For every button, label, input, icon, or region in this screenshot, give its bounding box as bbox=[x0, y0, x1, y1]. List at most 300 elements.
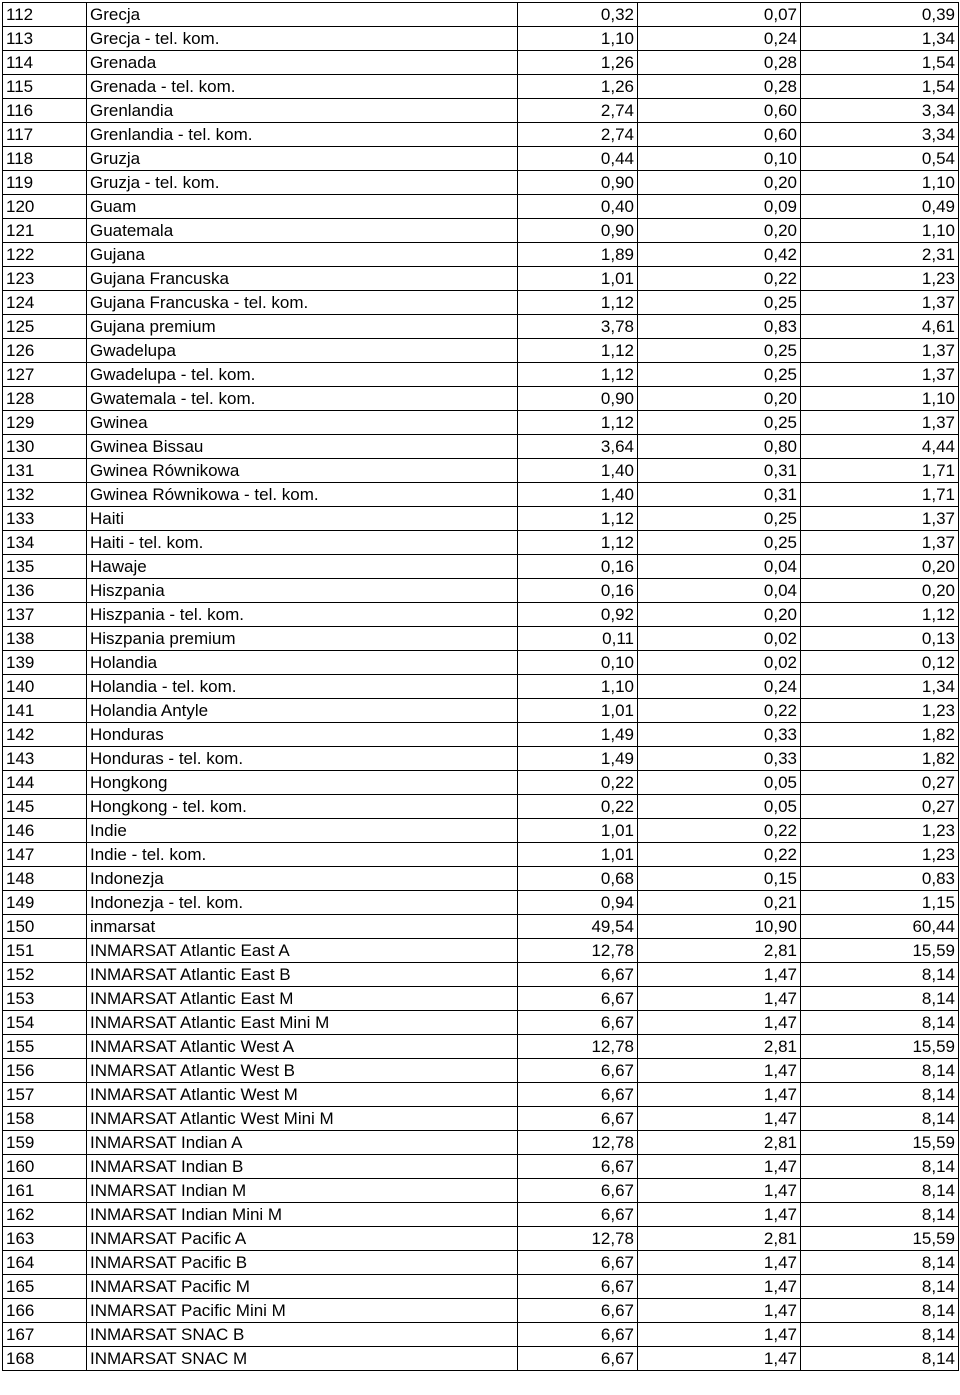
gross-price-cell: 8,14 bbox=[801, 1059, 959, 1083]
vat-amount-cell: 1,47 bbox=[638, 987, 801, 1011]
row-number-cell: 113 bbox=[3, 27, 87, 51]
gross-price-cell: 8,14 bbox=[801, 1323, 959, 1347]
vat-amount-cell: 0,31 bbox=[638, 483, 801, 507]
country-name-cell: Gruzja bbox=[87, 147, 518, 171]
table-row bbox=[3, 579, 959, 603]
country-name-cell: INMARSAT Indian Mini M bbox=[87, 1203, 518, 1227]
net-price-cell: 0,22 bbox=[518, 771, 638, 795]
table-row bbox=[3, 243, 959, 267]
gross-price-cell: 8,14 bbox=[801, 1275, 959, 1299]
country-name-cell: Hongkong bbox=[87, 771, 518, 795]
gross-price-cell: 0,12 bbox=[801, 651, 959, 675]
row-number-cell: 144 bbox=[3, 771, 87, 795]
country-name-cell: Guam bbox=[87, 195, 518, 219]
vat-amount-cell: 10,90 bbox=[638, 915, 801, 939]
country-name-cell: inmarsat bbox=[87, 915, 518, 939]
net-price-cell: 3,64 bbox=[518, 435, 638, 459]
country-name-cell: Indonezja - tel. kom. bbox=[87, 891, 518, 915]
table-row bbox=[3, 1011, 959, 1035]
gross-price-cell: 8,14 bbox=[801, 1179, 959, 1203]
gross-price-cell: 15,59 bbox=[801, 1227, 959, 1251]
table-row bbox=[3, 99, 959, 123]
country-name-cell: INMARSAT Atlantic West Mini M bbox=[87, 1107, 518, 1131]
net-price-cell: 2,74 bbox=[518, 123, 638, 147]
row-number-cell: 133 bbox=[3, 507, 87, 531]
country-name-cell: Gujana Francuska bbox=[87, 267, 518, 291]
net-price-cell: 1,40 bbox=[518, 459, 638, 483]
net-price-cell: 6,67 bbox=[518, 1323, 638, 1347]
gross-price-cell: 60,44 bbox=[801, 915, 959, 939]
country-name-cell: INMARSAT Atlantic East B bbox=[87, 963, 518, 987]
country-name-cell: Gwadelupa bbox=[87, 339, 518, 363]
table-row bbox=[3, 867, 959, 891]
row-number-cell: 167 bbox=[3, 1323, 87, 1347]
gross-price-cell: 4,61 bbox=[801, 315, 959, 339]
vat-amount-cell: 0,20 bbox=[638, 171, 801, 195]
vat-amount-cell: 0,04 bbox=[638, 555, 801, 579]
row-number-cell: 156 bbox=[3, 1059, 87, 1083]
row-number-cell: 121 bbox=[3, 219, 87, 243]
country-name-cell: INMARSAT Atlantic West M bbox=[87, 1083, 518, 1107]
table-row bbox=[3, 75, 959, 99]
gross-price-cell: 1,23 bbox=[801, 267, 959, 291]
row-number-cell: 112 bbox=[3, 3, 87, 27]
country-name-cell: Gujana bbox=[87, 243, 518, 267]
gross-price-cell: 8,14 bbox=[801, 1251, 959, 1275]
row-number-cell: 131 bbox=[3, 459, 87, 483]
table-row bbox=[3, 771, 959, 795]
row-number-cell: 115 bbox=[3, 75, 87, 99]
row-number-cell: 120 bbox=[3, 195, 87, 219]
table-row bbox=[3, 315, 959, 339]
table-row bbox=[3, 723, 959, 747]
country-name-cell: Gwinea Bissau bbox=[87, 435, 518, 459]
country-name-cell: Gwadelupa - tel. kom. bbox=[87, 363, 518, 387]
row-number-cell: 162 bbox=[3, 1203, 87, 1227]
row-number-cell: 157 bbox=[3, 1083, 87, 1107]
gross-price-cell: 1,15 bbox=[801, 891, 959, 915]
net-price-cell: 1,12 bbox=[518, 363, 638, 387]
country-name-cell: INMARSAT Atlantic East A bbox=[87, 939, 518, 963]
table-row bbox=[3, 891, 959, 915]
gross-price-cell: 1,23 bbox=[801, 699, 959, 723]
country-name-cell: Grenlandia bbox=[87, 99, 518, 123]
vat-amount-cell: 0,60 bbox=[638, 123, 801, 147]
country-name-cell: Grecja - tel. kom. bbox=[87, 27, 518, 51]
table-row bbox=[3, 819, 959, 843]
vat-amount-cell: 2,81 bbox=[638, 1035, 801, 1059]
gross-price-cell: 1,12 bbox=[801, 603, 959, 627]
net-price-cell: 1,40 bbox=[518, 483, 638, 507]
row-number-cell: 147 bbox=[3, 843, 87, 867]
gross-price-cell: 1,10 bbox=[801, 171, 959, 195]
country-name-cell: Indie bbox=[87, 819, 518, 843]
net-price-cell: 0,22 bbox=[518, 795, 638, 819]
vat-amount-cell: 0,60 bbox=[638, 99, 801, 123]
net-price-cell: 1,12 bbox=[518, 531, 638, 555]
net-price-cell: 0,16 bbox=[518, 579, 638, 603]
table-row bbox=[3, 915, 959, 939]
row-number-cell: 136 bbox=[3, 579, 87, 603]
row-number-cell: 159 bbox=[3, 1131, 87, 1155]
country-name-cell: Holandia bbox=[87, 651, 518, 675]
vat-amount-cell: 0,22 bbox=[638, 843, 801, 867]
gross-price-cell: 1,82 bbox=[801, 723, 959, 747]
row-number-cell: 118 bbox=[3, 147, 87, 171]
table-row bbox=[3, 219, 959, 243]
row-number-cell: 132 bbox=[3, 483, 87, 507]
net-price-cell: 1,26 bbox=[518, 75, 638, 99]
rates-table-body bbox=[3, 3, 959, 1371]
row-number-cell: 148 bbox=[3, 867, 87, 891]
table-row bbox=[3, 195, 959, 219]
vat-amount-cell: 0,80 bbox=[638, 435, 801, 459]
net-price-cell: 1,01 bbox=[518, 267, 638, 291]
row-number-cell: 139 bbox=[3, 651, 87, 675]
row-number-cell: 126 bbox=[3, 339, 87, 363]
country-name-cell: Grecja bbox=[87, 3, 518, 27]
gross-price-cell: 1,37 bbox=[801, 339, 959, 363]
country-name-cell: Gwinea Równikowa - tel. kom. bbox=[87, 483, 518, 507]
row-number-cell: 129 bbox=[3, 411, 87, 435]
gross-price-cell: 15,59 bbox=[801, 939, 959, 963]
row-number-cell: 127 bbox=[3, 363, 87, 387]
net-price-cell: 1,01 bbox=[518, 843, 638, 867]
vat-amount-cell: 0,22 bbox=[638, 819, 801, 843]
net-price-cell: 6,67 bbox=[518, 1011, 638, 1035]
gross-price-cell: 0,20 bbox=[801, 579, 959, 603]
table-row bbox=[3, 147, 959, 171]
vat-amount-cell: 0,20 bbox=[638, 219, 801, 243]
country-name-cell: Gujana Francuska - tel. kom. bbox=[87, 291, 518, 315]
row-number-cell: 151 bbox=[3, 939, 87, 963]
net-price-cell: 0,11 bbox=[518, 627, 638, 651]
net-price-cell: 1,89 bbox=[518, 243, 638, 267]
row-number-cell: 135 bbox=[3, 555, 87, 579]
vat-amount-cell: 0,24 bbox=[638, 675, 801, 699]
gross-price-cell: 1,54 bbox=[801, 75, 959, 99]
row-number-cell: 114 bbox=[3, 51, 87, 75]
country-name-cell: Gwinea bbox=[87, 411, 518, 435]
gross-price-cell: 2,31 bbox=[801, 243, 959, 267]
net-price-cell: 1,12 bbox=[518, 411, 638, 435]
table-row bbox=[3, 1179, 959, 1203]
gross-price-cell: 0,20 bbox=[801, 555, 959, 579]
country-name-cell: Grenada - tel. kom. bbox=[87, 75, 518, 99]
vat-amount-cell: 1,47 bbox=[638, 1083, 801, 1107]
country-name-cell: INMARSAT SNAC B bbox=[87, 1323, 518, 1347]
gross-price-cell: 8,14 bbox=[801, 1155, 959, 1179]
gross-price-cell: 4,44 bbox=[801, 435, 959, 459]
country-name-cell: INMARSAT Indian A bbox=[87, 1131, 518, 1155]
vat-amount-cell: 0,33 bbox=[638, 747, 801, 771]
country-name-cell: INMARSAT Indian B bbox=[87, 1155, 518, 1179]
vat-amount-cell: 0,22 bbox=[638, 267, 801, 291]
table-row bbox=[3, 1323, 959, 1347]
gross-price-cell: 8,14 bbox=[801, 1107, 959, 1131]
row-number-cell: 160 bbox=[3, 1155, 87, 1179]
gross-price-cell: 1,10 bbox=[801, 219, 959, 243]
country-name-cell: Hiszpania - tel. kom. bbox=[87, 603, 518, 627]
net-price-cell: 1,26 bbox=[518, 51, 638, 75]
vat-amount-cell: 1,47 bbox=[638, 1107, 801, 1131]
country-name-cell: Hongkong - tel. kom. bbox=[87, 795, 518, 819]
row-number-cell: 161 bbox=[3, 1179, 87, 1203]
country-name-cell: INMARSAT Pacific Mini M bbox=[87, 1299, 518, 1323]
country-name-cell: Grenlandia - tel. kom. bbox=[87, 123, 518, 147]
country-name-cell: Indonezja bbox=[87, 867, 518, 891]
gross-price-cell: 8,14 bbox=[801, 963, 959, 987]
gross-price-cell: 1,82 bbox=[801, 747, 959, 771]
net-price-cell: 2,74 bbox=[518, 99, 638, 123]
net-price-cell: 6,67 bbox=[518, 963, 638, 987]
vat-amount-cell: 0,04 bbox=[638, 579, 801, 603]
vat-amount-cell: 0,83 bbox=[638, 315, 801, 339]
country-name-cell: Hiszpania premium bbox=[87, 627, 518, 651]
table-row bbox=[3, 1035, 959, 1059]
vat-amount-cell: 0,21 bbox=[638, 891, 801, 915]
table-row bbox=[3, 1155, 959, 1179]
table-row bbox=[3, 747, 959, 771]
table-row bbox=[3, 963, 959, 987]
gross-price-cell: 1,37 bbox=[801, 291, 959, 315]
country-name-cell: Guatemala bbox=[87, 219, 518, 243]
row-number-cell: 134 bbox=[3, 531, 87, 555]
table-row bbox=[3, 603, 959, 627]
table-row bbox=[3, 1251, 959, 1275]
table-row bbox=[3, 699, 959, 723]
vat-amount-cell: 0,15 bbox=[638, 867, 801, 891]
row-number-cell: 123 bbox=[3, 267, 87, 291]
net-price-cell: 6,67 bbox=[518, 1299, 638, 1323]
net-price-cell: 0,16 bbox=[518, 555, 638, 579]
net-price-cell: 6,67 bbox=[518, 1083, 638, 1107]
net-price-cell: 0,92 bbox=[518, 603, 638, 627]
table-row bbox=[3, 1107, 959, 1131]
net-price-cell: 6,67 bbox=[518, 1155, 638, 1179]
vat-amount-cell: 0,24 bbox=[638, 27, 801, 51]
gross-price-cell: 1,23 bbox=[801, 819, 959, 843]
vat-amount-cell: 0,33 bbox=[638, 723, 801, 747]
net-price-cell: 0,90 bbox=[518, 219, 638, 243]
row-number-cell: 119 bbox=[3, 171, 87, 195]
row-number-cell: 145 bbox=[3, 795, 87, 819]
gross-price-cell: 0,13 bbox=[801, 627, 959, 651]
table-row bbox=[3, 1347, 959, 1371]
vat-amount-cell: 0,25 bbox=[638, 411, 801, 435]
vat-amount-cell: 1,47 bbox=[638, 963, 801, 987]
net-price-cell: 12,78 bbox=[518, 939, 638, 963]
gross-price-cell: 0,54 bbox=[801, 147, 959, 171]
country-name-cell: INMARSAT Atlantic West A bbox=[87, 1035, 518, 1059]
net-price-cell: 49,54 bbox=[518, 915, 638, 939]
country-name-cell: INMARSAT SNAC M bbox=[87, 1347, 518, 1371]
country-name-cell: INMARSAT Atlantic West B bbox=[87, 1059, 518, 1083]
vat-amount-cell: 1,47 bbox=[638, 1299, 801, 1323]
vat-amount-cell: 0,09 bbox=[638, 195, 801, 219]
row-number-cell: 163 bbox=[3, 1227, 87, 1251]
gross-price-cell: 0,83 bbox=[801, 867, 959, 891]
vat-amount-cell: 0,02 bbox=[638, 627, 801, 651]
gross-price-cell: 8,14 bbox=[801, 1083, 959, 1107]
table-row bbox=[3, 51, 959, 75]
row-number-cell: 124 bbox=[3, 291, 87, 315]
country-name-cell: Honduras - tel. kom. bbox=[87, 747, 518, 771]
row-number-cell: 117 bbox=[3, 123, 87, 147]
table-row bbox=[3, 459, 959, 483]
country-name-cell: INMARSAT Indian M bbox=[87, 1179, 518, 1203]
net-price-cell: 6,67 bbox=[518, 1251, 638, 1275]
net-price-cell: 6,67 bbox=[518, 1107, 638, 1131]
vat-amount-cell: 0,28 bbox=[638, 75, 801, 99]
vat-amount-cell: 1,47 bbox=[638, 1179, 801, 1203]
table-row bbox=[3, 1203, 959, 1227]
net-price-cell: 0,10 bbox=[518, 651, 638, 675]
net-price-cell: 6,67 bbox=[518, 1203, 638, 1227]
country-name-cell: Gujana premium bbox=[87, 315, 518, 339]
country-name-cell: INMARSAT Pacific M bbox=[87, 1275, 518, 1299]
vat-amount-cell: 0,42 bbox=[638, 243, 801, 267]
vat-amount-cell: 0,02 bbox=[638, 651, 801, 675]
table-row bbox=[3, 363, 959, 387]
gross-price-cell: 0,27 bbox=[801, 771, 959, 795]
table-row bbox=[3, 1083, 959, 1107]
net-price-cell: 3,78 bbox=[518, 315, 638, 339]
vat-amount-cell: 0,28 bbox=[638, 51, 801, 75]
country-name-cell: Gwatemala - tel. kom. bbox=[87, 387, 518, 411]
table-row bbox=[3, 795, 959, 819]
row-number-cell: 164 bbox=[3, 1251, 87, 1275]
row-number-cell: 137 bbox=[3, 603, 87, 627]
table-row bbox=[3, 411, 959, 435]
table-row bbox=[3, 555, 959, 579]
table-row bbox=[3, 483, 959, 507]
country-name-cell: INMARSAT Pacific B bbox=[87, 1251, 518, 1275]
vat-amount-cell: 1,47 bbox=[638, 1155, 801, 1179]
table-row bbox=[3, 387, 959, 411]
row-number-cell: 128 bbox=[3, 387, 87, 411]
table-row bbox=[3, 987, 959, 1011]
country-name-cell: Holandia - tel. kom. bbox=[87, 675, 518, 699]
vat-amount-cell: 1,47 bbox=[638, 1011, 801, 1035]
net-price-cell: 6,67 bbox=[518, 1275, 638, 1299]
row-number-cell: 152 bbox=[3, 963, 87, 987]
gross-price-cell: 3,34 bbox=[801, 99, 959, 123]
net-price-cell: 1,12 bbox=[518, 507, 638, 531]
vat-amount-cell: 0,10 bbox=[638, 147, 801, 171]
country-name-cell: INMARSAT Pacific A bbox=[87, 1227, 518, 1251]
gross-price-cell: 1,34 bbox=[801, 675, 959, 699]
gross-price-cell: 1,37 bbox=[801, 411, 959, 435]
net-price-cell: 1,12 bbox=[518, 339, 638, 363]
vat-amount-cell: 0,05 bbox=[638, 771, 801, 795]
gross-price-cell: 1,23 bbox=[801, 843, 959, 867]
net-price-cell: 0,44 bbox=[518, 147, 638, 171]
gross-price-cell: 1,37 bbox=[801, 531, 959, 555]
row-number-cell: 142 bbox=[3, 723, 87, 747]
gross-price-cell: 8,14 bbox=[801, 1203, 959, 1227]
vat-amount-cell: 0,20 bbox=[638, 387, 801, 411]
row-number-cell: 140 bbox=[3, 675, 87, 699]
net-price-cell: 0,32 bbox=[518, 3, 638, 27]
row-number-cell: 122 bbox=[3, 243, 87, 267]
row-number-cell: 149 bbox=[3, 891, 87, 915]
vat-amount-cell: 0,07 bbox=[638, 3, 801, 27]
net-price-cell: 12,78 bbox=[518, 1035, 638, 1059]
row-number-cell: 130 bbox=[3, 435, 87, 459]
vat-amount-cell: 1,47 bbox=[638, 1275, 801, 1299]
table-row bbox=[3, 1299, 959, 1323]
net-price-cell: 0,40 bbox=[518, 195, 638, 219]
vat-amount-cell: 1,47 bbox=[638, 1347, 801, 1371]
row-number-cell: 166 bbox=[3, 1299, 87, 1323]
row-number-cell: 143 bbox=[3, 747, 87, 771]
country-name-cell: Holandia Antyle bbox=[87, 699, 518, 723]
vat-amount-cell: 0,25 bbox=[638, 531, 801, 555]
vat-amount-cell: 2,81 bbox=[638, 939, 801, 963]
table-row bbox=[3, 651, 959, 675]
net-price-cell: 0,90 bbox=[518, 171, 638, 195]
gross-price-cell: 1,54 bbox=[801, 51, 959, 75]
net-price-cell: 6,67 bbox=[518, 1059, 638, 1083]
country-name-cell: INMARSAT Atlantic East Mini M bbox=[87, 1011, 518, 1035]
gross-price-cell: 8,14 bbox=[801, 1011, 959, 1035]
net-price-cell: 1,10 bbox=[518, 27, 638, 51]
vat-amount-cell: 0,05 bbox=[638, 795, 801, 819]
row-number-cell: 154 bbox=[3, 1011, 87, 1035]
table-row bbox=[3, 531, 959, 555]
row-number-cell: 125 bbox=[3, 315, 87, 339]
net-price-cell: 1,49 bbox=[518, 747, 638, 771]
table-row bbox=[3, 1275, 959, 1299]
gross-price-cell: 0,27 bbox=[801, 795, 959, 819]
country-name-cell: Haiti bbox=[87, 507, 518, 531]
vat-amount-cell: 0,25 bbox=[638, 363, 801, 387]
table-row bbox=[3, 939, 959, 963]
vat-amount-cell: 0,25 bbox=[638, 291, 801, 315]
table-row bbox=[3, 675, 959, 699]
table-row bbox=[3, 267, 959, 291]
country-name-cell: Haiti - tel. kom. bbox=[87, 531, 518, 555]
vat-amount-cell: 0,20 bbox=[638, 603, 801, 627]
gross-price-cell: 1,10 bbox=[801, 387, 959, 411]
row-number-cell: 146 bbox=[3, 819, 87, 843]
rates-table bbox=[2, 2, 959, 1371]
country-name-cell: Honduras bbox=[87, 723, 518, 747]
row-number-cell: 138 bbox=[3, 627, 87, 651]
table-row bbox=[3, 843, 959, 867]
table-row bbox=[3, 27, 959, 51]
vat-amount-cell: 2,81 bbox=[638, 1227, 801, 1251]
row-number-cell: 153 bbox=[3, 987, 87, 1011]
gross-price-cell: 8,14 bbox=[801, 987, 959, 1011]
net-price-cell: 6,67 bbox=[518, 987, 638, 1011]
row-number-cell: 155 bbox=[3, 1035, 87, 1059]
row-number-cell: 116 bbox=[3, 99, 87, 123]
table-row bbox=[3, 435, 959, 459]
gross-price-cell: 1,71 bbox=[801, 459, 959, 483]
vat-amount-cell: 1,47 bbox=[638, 1323, 801, 1347]
net-price-cell: 0,94 bbox=[518, 891, 638, 915]
gross-price-cell: 1,34 bbox=[801, 27, 959, 51]
country-name-cell: INMARSAT Atlantic East M bbox=[87, 987, 518, 1011]
row-number-cell: 168 bbox=[3, 1347, 87, 1371]
table-row bbox=[3, 1227, 959, 1251]
gross-price-cell: 0,39 bbox=[801, 3, 959, 27]
vat-amount-cell: 1,47 bbox=[638, 1203, 801, 1227]
net-price-cell: 1,10 bbox=[518, 675, 638, 699]
vat-amount-cell: 1,47 bbox=[638, 1251, 801, 1275]
